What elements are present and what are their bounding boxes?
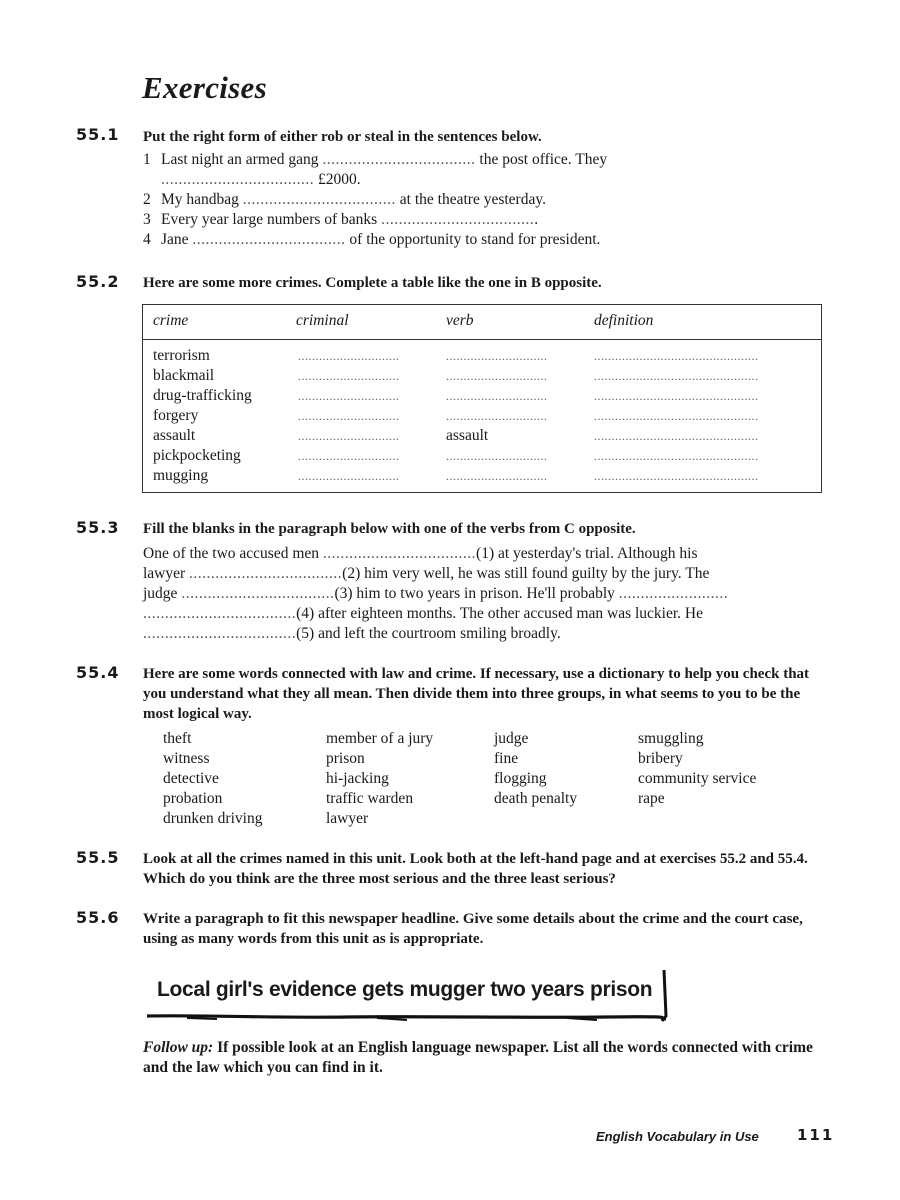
headline-rule <box>147 966 672 1026</box>
word-item: member of a jury <box>326 730 434 747</box>
table-header <box>143 305 821 340</box>
table-cell-blank[interactable]: ............................................... <box>594 409 759 423</box>
footer-book-title: English Vocabulary in Use <box>596 1129 759 1144</box>
word-item: fine <box>494 750 519 767</box>
table-cell-crime: forgery <box>153 407 199 424</box>
table-cell-blank[interactable]: ............................................... <box>594 389 759 403</box>
word-item: community service <box>638 770 757 787</box>
word-item: hi-jacking <box>326 770 389 787</box>
blank[interactable]: ................................... <box>192 231 346 248</box>
word-item: flogging <box>494 770 547 787</box>
word-item: judge <box>494 730 529 747</box>
table-cell-blank[interactable]: ............................................... <box>594 429 759 443</box>
exercise-number: 55.5 <box>76 848 120 867</box>
crime-table <box>142 304 822 493</box>
table-cell-blank[interactable]: ............................. <box>298 449 400 463</box>
table-cell-blank[interactable]: ............................. <box>298 369 400 383</box>
column-header: criminal <box>296 312 349 329</box>
word-item: traffic warden <box>326 790 414 807</box>
word-item: drunken driving <box>163 810 263 827</box>
table-cell-blank[interactable]: ............................................... <box>594 469 759 483</box>
table-cell-blank[interactable]: ............................. <box>446 349 548 363</box>
blank[interactable]: ................................... <box>322 545 477 562</box>
table-cell-blank[interactable]: ............................. <box>446 389 548 403</box>
word-item: probation <box>163 790 223 807</box>
table-cell-blank[interactable]: ............................................... <box>594 449 759 463</box>
table-cell-crime: blackmail <box>153 367 215 384</box>
table-cell-blank[interactable]: ............................. <box>298 409 400 423</box>
paragraph-line: ...................................(4) after eighteen months. The other accused man was luckier. He <box>143 605 703 622</box>
table-cell-blank[interactable]: ............................................... <box>594 349 759 363</box>
word-item: smuggling <box>638 730 704 747</box>
word-item: prison <box>326 750 365 767</box>
table-cell-crime: drug-trafficking <box>153 387 252 404</box>
page-title: Exercises <box>142 70 267 105</box>
table-cell-blank[interactable]: ............................. <box>298 469 400 483</box>
word-item: death penalty <box>494 790 578 807</box>
word-item: detective <box>163 770 219 787</box>
blank[interactable]: ................................... <box>181 585 335 602</box>
paragraph-line: judge ...................................(3) him to two years in prison. He'll probably ......................... <box>143 585 729 602</box>
exercise-instruction: Here are some more crimes. Complete a table like the one in B opposite. <box>143 275 602 291</box>
table-cell-crime: assault <box>153 427 196 444</box>
blank[interactable]: ................................... <box>322 151 476 168</box>
word-item: bribery <box>638 750 683 767</box>
headline-text: Local girl's evidence gets mugger two years prison <box>157 978 653 1001</box>
table-cell-blank[interactable]: ............................. <box>446 409 548 423</box>
column-header: crime <box>153 312 189 329</box>
sentence-2: 2 My handbag ................................... at the theatre yesterday. <box>143 191 546 208</box>
word-item: theft <box>163 730 192 747</box>
word-item: lawyer <box>326 810 369 827</box>
exercise-instruction: Here are some words connected with law and crime. If necessary, use a dictionary to help you check that you understand what they all mean. Then divide them into three groups, in what seems to you to be the most logical way. <box>143 666 810 722</box>
table-cell-blank[interactable]: ............................. <box>298 389 400 403</box>
column-header: verb <box>446 312 474 329</box>
table-cell-blank[interactable]: ............................. <box>446 369 548 383</box>
exercise-instruction: Look at all the crimes named in this unit. Look both at the left-hand page and at exercises 55.2 and 55.4. Which do you think are the three most serious and the three least serious? <box>143 851 808 887</box>
exercise-number: 55.1 <box>76 125 120 144</box>
newspaper-headline <box>147 966 667 1022</box>
exercise-number: 55.6 <box>76 908 120 927</box>
exercise-number: 55.3 <box>76 518 120 537</box>
table-cell-blank[interactable]: ............................. <box>298 429 400 443</box>
paragraph-line: One of the two accused men ...................................(1) at yesterday's trial. Although his <box>143 545 698 562</box>
table-cell-blank[interactable]: ............................................... <box>594 369 759 383</box>
table-cell-blank[interactable]: ............................. <box>446 469 548 483</box>
exercise-number: 55.4 <box>76 663 120 682</box>
paragraph-line: ...................................(5) and left the courtroom smiling broadly. <box>143 625 561 642</box>
table-cell-verb: assault <box>446 427 489 444</box>
page-number: 111 <box>797 1126 835 1144</box>
sentence-1: 1 Last night an armed gang ................................... the post office. They <box>143 151 608 168</box>
table-cell-blank[interactable]: ............................. <box>298 349 400 363</box>
sentence-3: 3 Every year large numbers of banks .................................... <box>143 211 539 228</box>
blank[interactable]: ................................... <box>161 171 315 188</box>
word-item: rape <box>638 790 665 807</box>
exercise-instruction: Write a paragraph to fit this newspaper headline. Give some details about the crime and the court case, using as many words from this unit as is appropriate. <box>143 911 803 947</box>
table-cell-crime: terrorism <box>153 347 210 364</box>
exercise-instruction: Put the right form of either rob or steal in the sentences below. <box>143 129 542 145</box>
exercise-instruction: Fill the blanks in the paragraph below with one of the verbs from C opposite. <box>143 521 636 537</box>
column-header: definition <box>594 312 654 329</box>
follow-up: Follow up: If possible look at an English language newspaper. List all the words connected with crime and the law which you can find in it. <box>143 1039 813 1076</box>
blank[interactable]: ................................... <box>381 211 535 228</box>
sentence-1-cont: ................................... £2000. <box>161 171 361 188</box>
word-item: witness <box>163 750 210 767</box>
blank[interactable]: ................................... <box>189 565 343 582</box>
exercise-number: 55.2 <box>76 272 120 291</box>
table-cell-crime: pickpocketing <box>153 447 241 464</box>
table-cell-crime: mugging <box>153 467 209 484</box>
blank[interactable]: ......................... <box>618 585 729 602</box>
blank[interactable]: ................................... <box>143 625 297 642</box>
blank[interactable]: ................................... <box>143 605 297 622</box>
table-cell-blank[interactable]: ............................. <box>446 449 548 463</box>
paragraph-line: lawyer ...................................(2) him very well, he was still found guilty by the jury. The <box>143 565 710 582</box>
sentence-4: 4 Jane ................................... of the opportunity to stand for president. <box>143 231 601 248</box>
blank[interactable]: ................................... <box>242 191 396 208</box>
